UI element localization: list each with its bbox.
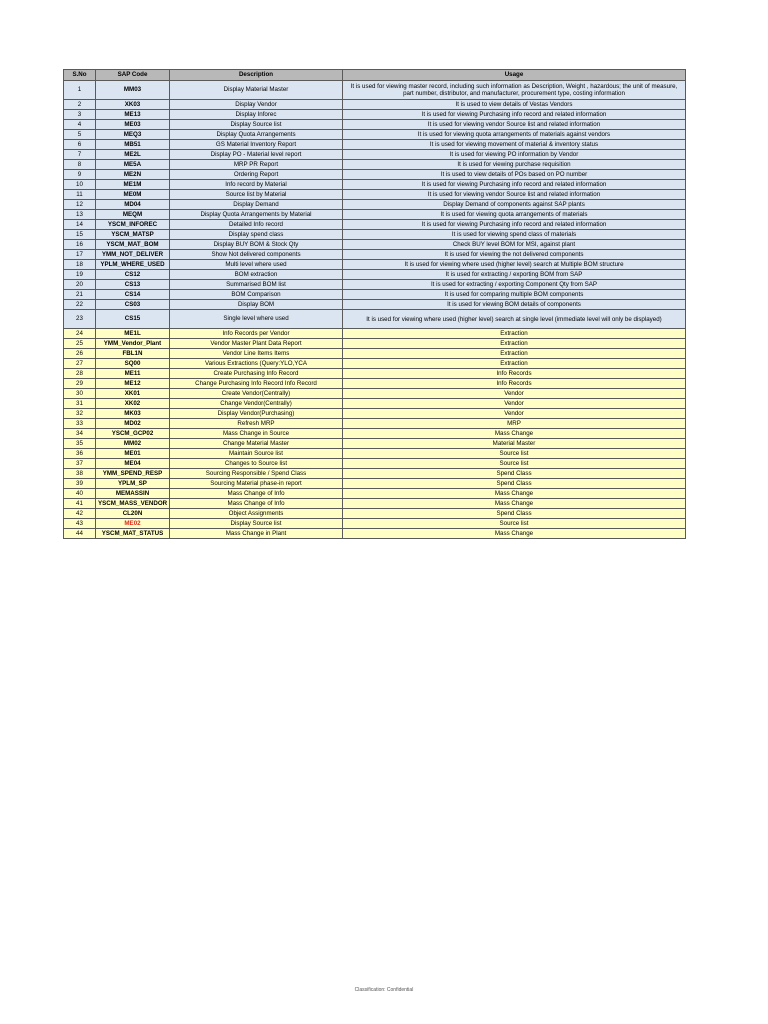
- cell-usage: It is used for viewing where used (higher level) search at single level (immediate level will only be displayed): [343, 310, 686, 329]
- cell-usage: Source list: [343, 449, 686, 459]
- table-row: [64, 359, 686, 369]
- cell-sap-code: MK03: [96, 409, 170, 419]
- table-header-row: [64, 70, 686, 81]
- cell-usage: It is used for viewing vendor Source list and related information: [343, 190, 686, 200]
- cell-sap-code: YSCM_MAT_BOM: [96, 240, 170, 250]
- cell-sap-code: YSCM_MAT_STATUS: [96, 529, 170, 539]
- cell-sno: 35: [64, 439, 96, 449]
- cell-sap-code: ME2L: [96, 150, 170, 160]
- table-row: [64, 190, 686, 200]
- header-description: Description: [170, 70, 343, 81]
- table-row: [64, 529, 686, 539]
- cell-description: Detailed Info record: [170, 220, 343, 230]
- cell-sap-code: FBL1N: [96, 349, 170, 359]
- cell-description: Mass Change of Info: [170, 499, 343, 509]
- cell-sap-code: CS15: [96, 310, 170, 329]
- cell-sap-code: YSCM_GCP02: [96, 429, 170, 439]
- cell-usage: Spend Class: [343, 469, 686, 479]
- cell-usage: It is used for extracting / exporting Component Qty from SAP: [343, 280, 686, 290]
- cell-sno: 42: [64, 509, 96, 519]
- cell-description: Create Purchasing Info Record: [170, 369, 343, 379]
- cell-sno: 24: [64, 329, 96, 339]
- cell-usage: Spend Class: [343, 509, 686, 519]
- cell-usage: It is used for viewing quota arrangements of materials: [343, 210, 686, 220]
- cell-usage: Mass Change: [343, 529, 686, 539]
- cell-sap-code: MEQ3: [96, 130, 170, 140]
- cell-description: Mass Change of Info: [170, 489, 343, 499]
- cell-sap-code: XK01: [96, 389, 170, 399]
- cell-sap-code: YMM_SPEND_RESP: [96, 469, 170, 479]
- cell-sno: 5: [64, 130, 96, 140]
- cell-sno: 1: [64, 81, 96, 100]
- cell-sno: 10: [64, 180, 96, 190]
- cell-description: Change Purchasing Info Record Info Record: [170, 379, 343, 389]
- cell-usage: Vendor: [343, 389, 686, 399]
- cell-usage: Source list: [343, 459, 686, 469]
- cell-sap-code: ME02: [96, 519, 170, 529]
- cell-description: Summarised BOM list: [170, 280, 343, 290]
- cell-usage: Display Demand of components against SAP plants: [343, 200, 686, 210]
- cell-sap-code: SQ00: [96, 359, 170, 369]
- cell-sap-code: XK02: [96, 399, 170, 409]
- cell-sno: 7: [64, 150, 96, 160]
- table-row: [64, 509, 686, 519]
- cell-usage: Check BUY level BOM for MSI, against plant: [343, 240, 686, 250]
- cell-sno: 11: [64, 190, 96, 200]
- table-row: [64, 419, 686, 429]
- cell-sno: 15: [64, 230, 96, 240]
- cell-sno: 27: [64, 359, 96, 369]
- cell-description: Display Vendor(Purchasing): [170, 409, 343, 419]
- table-row: [64, 180, 686, 190]
- cell-usage: Info Records: [343, 369, 686, 379]
- table-row: [64, 240, 686, 250]
- table-row: [64, 100, 686, 110]
- table-row: [64, 429, 686, 439]
- table-row: [64, 489, 686, 499]
- cell-usage: Material Master: [343, 439, 686, 449]
- cell-description: Display Vendor: [170, 100, 343, 110]
- cell-sap-code: CS12: [96, 270, 170, 280]
- cell-usage: Source list: [343, 519, 686, 529]
- table-row: [64, 329, 686, 339]
- table-row: [64, 439, 686, 449]
- cell-sno: 20: [64, 280, 96, 290]
- cell-sap-code: YSCM_INFOREC: [96, 220, 170, 230]
- cell-sap-code: XK03: [96, 100, 170, 110]
- header-sap-code: SAP Code: [96, 70, 170, 81]
- cell-usage: Info Records: [343, 379, 686, 389]
- cell-sno: 38: [64, 469, 96, 479]
- table-row: [64, 130, 686, 140]
- cell-usage: It is used for viewing vendor Source list and related information: [343, 120, 686, 130]
- cell-description: Mass Change in Plant: [170, 529, 343, 539]
- cell-usage: It is used to view details of Vestas Vendors: [343, 100, 686, 110]
- header-sno: S.No: [64, 70, 96, 81]
- table-row: [64, 409, 686, 419]
- cell-sno: 39: [64, 479, 96, 489]
- cell-description: Display BOM: [170, 300, 343, 310]
- table-row: [64, 379, 686, 389]
- cell-sno: 9: [64, 170, 96, 180]
- cell-sap-code: ME04: [96, 459, 170, 469]
- table-body: [64, 81, 686, 539]
- table-row: [64, 120, 686, 130]
- cell-sap-code: YSCM_MATSP: [96, 230, 170, 240]
- cell-sno: 25: [64, 339, 96, 349]
- cell-sno: 44: [64, 529, 96, 539]
- table-row: [64, 150, 686, 160]
- cell-usage: It is used to view details of POs based on PO number: [343, 170, 686, 180]
- cell-sap-code: CS13: [96, 280, 170, 290]
- cell-usage: Vendor: [343, 399, 686, 409]
- cell-description: Mass Change in Source: [170, 429, 343, 439]
- cell-description: MRP PR Report: [170, 160, 343, 170]
- table-row: [64, 280, 686, 290]
- cell-usage: It is used for viewing master record, including such information as Description, Weight , hazardous; the unit of measure, part number, distributor, and manufacturer, procurement type, costing information: [343, 81, 686, 100]
- cell-description: Show Not delivered components: [170, 250, 343, 260]
- cell-description: Maintain Source list: [170, 449, 343, 459]
- cell-description: Object Assignments: [170, 509, 343, 519]
- cell-description: Change Material Master: [170, 439, 343, 449]
- table-row: [64, 140, 686, 150]
- table-row: [64, 339, 686, 349]
- cell-sno: 34: [64, 429, 96, 439]
- cell-usage: Mass Change: [343, 499, 686, 509]
- cell-sno: 19: [64, 270, 96, 280]
- table-row: [64, 519, 686, 529]
- cell-sno: 21: [64, 290, 96, 300]
- cell-usage: It is used for viewing the not delivered components: [343, 250, 686, 260]
- cell-description: Display Source list: [170, 519, 343, 529]
- cell-sno: 26: [64, 349, 96, 359]
- cell-sno: 16: [64, 240, 96, 250]
- cell-sno: 33: [64, 419, 96, 429]
- cell-description: Display BUY BOM & Stock Qty: [170, 240, 343, 250]
- cell-sap-code: MEQM: [96, 210, 170, 220]
- cell-description: Multi level where used: [170, 260, 343, 270]
- cell-description: BOM extraction: [170, 270, 343, 280]
- table-row: [64, 250, 686, 260]
- table-row: [64, 499, 686, 509]
- table-row: [64, 290, 686, 300]
- cell-sno: 2: [64, 100, 96, 110]
- cell-sno: 40: [64, 489, 96, 499]
- cell-sap-code: ME0M: [96, 190, 170, 200]
- table-row: [64, 459, 686, 469]
- cell-description: Vendor Master Plant Data Report: [170, 339, 343, 349]
- cell-usage: Extraction: [343, 339, 686, 349]
- cell-description: Display Source list: [170, 120, 343, 130]
- cell-usage: It is used for extracting / exporting BOM from SAP: [343, 270, 686, 280]
- cell-description: Display PO - Material level report: [170, 150, 343, 160]
- cell-sno: 12: [64, 200, 96, 210]
- cell-sap-code: MM03: [96, 81, 170, 100]
- cell-description: Sourcing Material phase-in report: [170, 479, 343, 489]
- table-row: [64, 220, 686, 230]
- cell-usage: It is used for viewing Purchasing info record and related information: [343, 180, 686, 190]
- cell-sno: 41: [64, 499, 96, 509]
- cell-usage: It is used for viewing spend class of materials: [343, 230, 686, 240]
- sap-code-table: [63, 69, 686, 539]
- cell-usage: Spend Class: [343, 479, 686, 489]
- table-row: [64, 469, 686, 479]
- table-row: [64, 270, 686, 280]
- cell-usage: MRP: [343, 419, 686, 429]
- cell-sap-code: MM02: [96, 439, 170, 449]
- cell-sno: 28: [64, 369, 96, 379]
- table-row: [64, 230, 686, 240]
- cell-usage: It is used for viewing where used (higher level) search at Multiple BOM structure: [343, 260, 686, 270]
- cell-sno: 29: [64, 379, 96, 389]
- cell-description: Change Vendor(Centrally): [170, 399, 343, 409]
- cell-usage: It is used for viewing movement of material & inventory status: [343, 140, 686, 150]
- cell-description: Display Quota Arrangements: [170, 130, 343, 140]
- cell-usage: Extraction: [343, 359, 686, 369]
- cell-sap-code: MD04: [96, 200, 170, 210]
- cell-usage: It is used for viewing Purchasing info record and related information: [343, 110, 686, 120]
- cell-sap-code: MD02: [96, 419, 170, 429]
- cell-sap-code: MEMASSIN: [96, 489, 170, 499]
- table-row: [64, 210, 686, 220]
- cell-description: Info record by Material: [170, 180, 343, 190]
- table-row: [64, 110, 686, 120]
- cell-sno: 17: [64, 250, 96, 260]
- cell-usage: It is used for viewing purchase requisition: [343, 160, 686, 170]
- cell-usage: It is used for viewing Purchasing info record and related information: [343, 220, 686, 230]
- cell-usage: Extraction: [343, 329, 686, 339]
- cell-sap-code: YSCM_MASS_VENDOR: [96, 499, 170, 509]
- cell-sap-code: ME03: [96, 120, 170, 130]
- cell-description: Display spend class: [170, 230, 343, 240]
- cell-usage: Extraction: [343, 349, 686, 359]
- cell-sno: 31: [64, 399, 96, 409]
- cell-sap-code: ME5A: [96, 160, 170, 170]
- cell-sap-code: CS14: [96, 290, 170, 300]
- cell-sno: 36: [64, 449, 96, 459]
- cell-sap-code: YMM_Vendor_Plant: [96, 339, 170, 349]
- cell-sap-code: ME11: [96, 369, 170, 379]
- cell-description: Source list by Material: [170, 190, 343, 200]
- table-row: [64, 479, 686, 489]
- cell-description: BOM Comparison: [170, 290, 343, 300]
- cell-usage: It is used for comparing multiple BOM components: [343, 290, 686, 300]
- cell-usage: It is used for viewing BOM details of components: [343, 300, 686, 310]
- cell-description: Sourcing Responsible / Spend Class: [170, 469, 343, 479]
- cell-description: Various Extractions (Query:YLO,YCA: [170, 359, 343, 369]
- cell-usage: Mass Change: [343, 429, 686, 439]
- cell-usage: Vendor: [343, 409, 686, 419]
- cell-sno: 8: [64, 160, 96, 170]
- cell-sap-code: ME1M: [96, 180, 170, 190]
- cell-sap-code: YPLM_WHERE_USED: [96, 260, 170, 270]
- cell-sno: 4: [64, 120, 96, 130]
- cell-sap-code: CS03: [96, 300, 170, 310]
- table-row: [64, 349, 686, 359]
- header-usage: Usage: [343, 70, 686, 81]
- cell-description: Info Records per Vendor: [170, 329, 343, 339]
- table-row: [64, 449, 686, 459]
- cell-sno: 32: [64, 409, 96, 419]
- cell-usage: It is used for viewing PO information by Vendor: [343, 150, 686, 160]
- cell-description: Display Quota Arrangements by Material: [170, 210, 343, 220]
- table-row: [64, 300, 686, 310]
- cell-usage: Mass Change: [343, 489, 686, 499]
- cell-sno: 37: [64, 459, 96, 469]
- table-row: [64, 170, 686, 180]
- cell-sap-code: MB51: [96, 140, 170, 150]
- cell-sap-code: CL20N: [96, 509, 170, 519]
- table-row: [64, 399, 686, 409]
- cell-description: Display Material Master: [170, 81, 343, 100]
- cell-sap-code: ME01: [96, 449, 170, 459]
- cell-sap-code: ME13: [96, 110, 170, 120]
- cell-description: Vendor Line Items Items: [170, 349, 343, 359]
- cell-sno: 14: [64, 220, 96, 230]
- cell-description: Display Inforec: [170, 110, 343, 120]
- table-row: [64, 200, 686, 210]
- cell-sno: 3: [64, 110, 96, 120]
- cell-sap-code: ME12: [96, 379, 170, 389]
- cell-sap-code: ME1L: [96, 329, 170, 339]
- table-row: [64, 160, 686, 170]
- cell-sap-code: YPLM_SP: [96, 479, 170, 489]
- cell-sno: 30: [64, 389, 96, 399]
- cell-sno: 23: [64, 310, 96, 329]
- table-row: [64, 310, 686, 329]
- cell-description: GS Material Inventory Report: [170, 140, 343, 150]
- table-row: [64, 260, 686, 270]
- cell-description: Ordering Report: [170, 170, 343, 180]
- cell-sno: 6: [64, 140, 96, 150]
- cell-description: Single level where used: [170, 310, 343, 329]
- cell-description: Changes to Source list: [170, 459, 343, 469]
- cell-usage: It is used for viewing quota arrangements of materials against vendors: [343, 130, 686, 140]
- cell-sap-code: YMM_NOT_DELIVER: [96, 250, 170, 260]
- cell-sno: 13: [64, 210, 96, 220]
- cell-sno: 18: [64, 260, 96, 270]
- cell-description: Create Vendor(Centrally): [170, 389, 343, 399]
- table-row: [64, 389, 686, 399]
- cell-sap-code: ME2N: [96, 170, 170, 180]
- cell-sno: 43: [64, 519, 96, 529]
- table-row: [64, 369, 686, 379]
- cell-description: Refresh MRP: [170, 419, 343, 429]
- table-row: [64, 81, 686, 100]
- cell-sno: 22: [64, 300, 96, 310]
- classification-footer: Classification: Confidential: [354, 987, 414, 993]
- cell-description: Display Demand: [170, 200, 343, 210]
